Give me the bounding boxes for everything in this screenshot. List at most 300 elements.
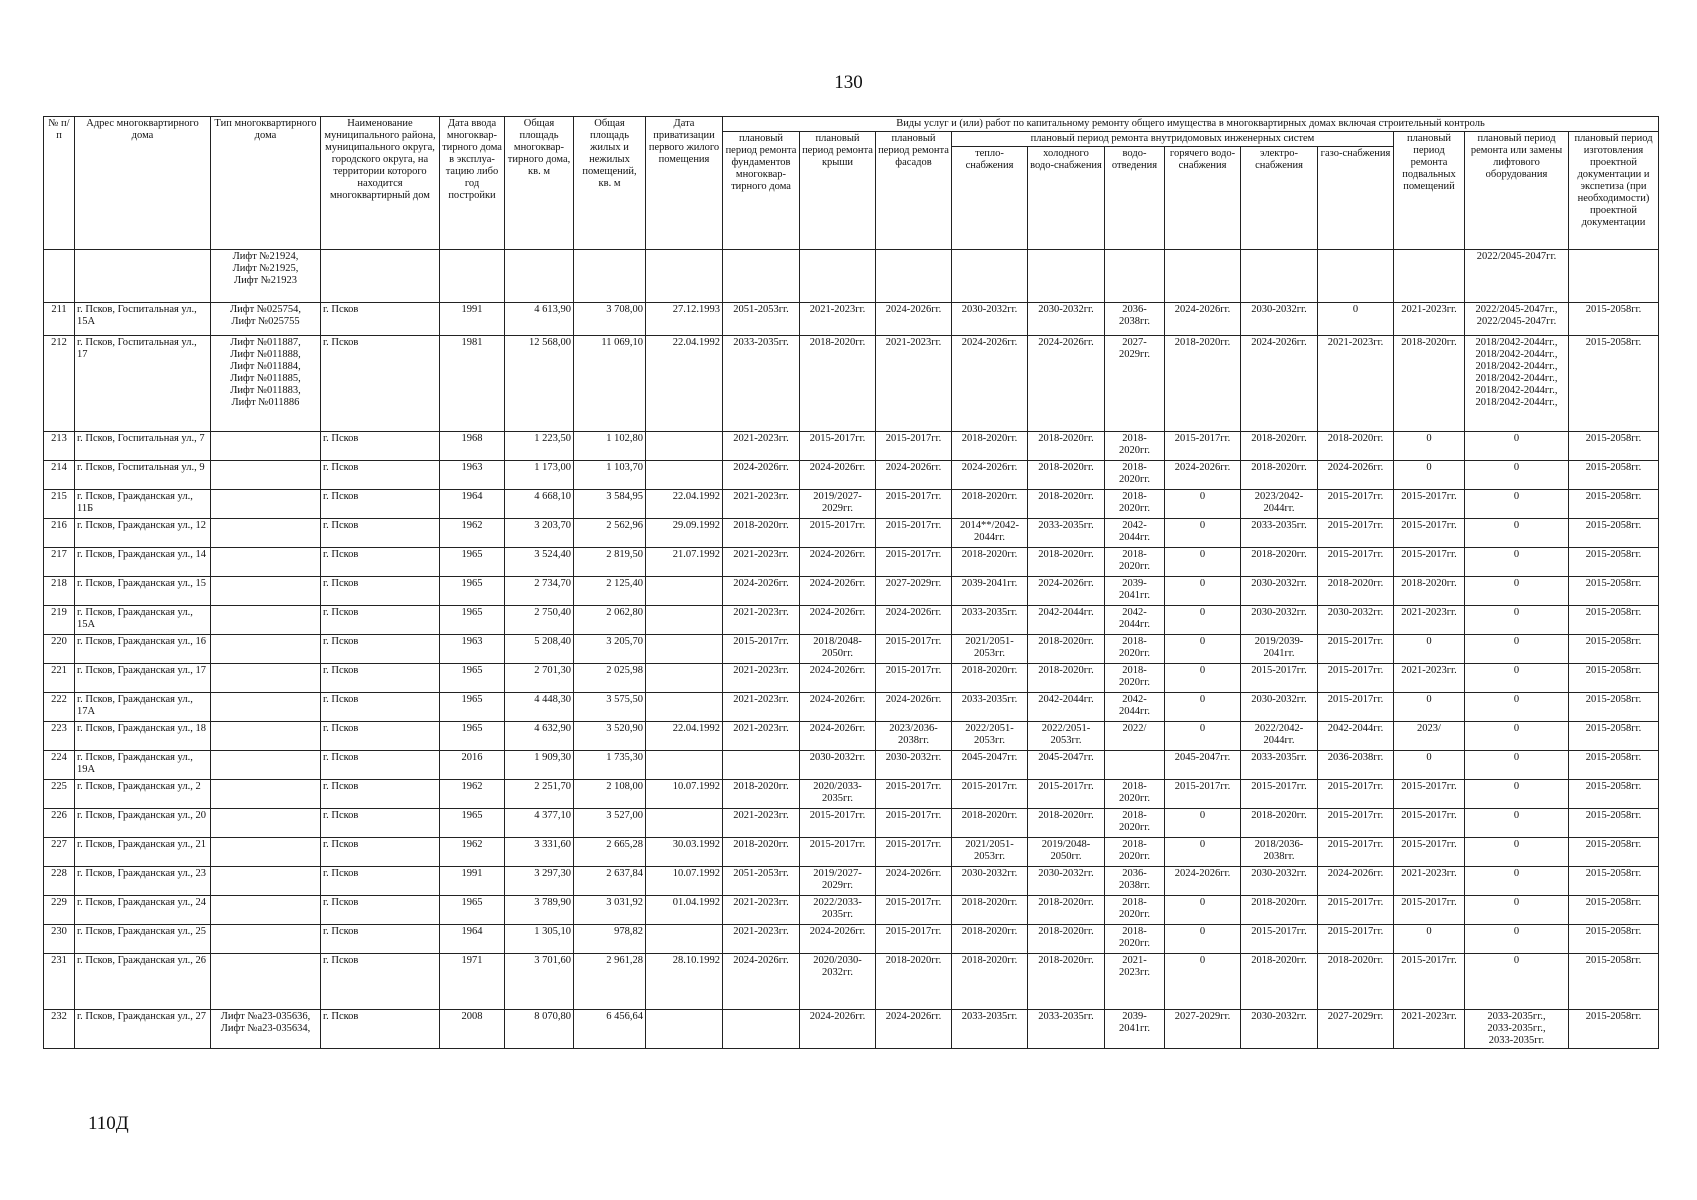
row-hot-water: 0 bbox=[1165, 954, 1241, 1010]
row-total-area: 12 568,00 bbox=[505, 336, 574, 432]
row-hot-water: 2015-2017гг. bbox=[1165, 780, 1241, 809]
row-drainage: 2018-2020гг. bbox=[1105, 432, 1165, 461]
row-privatization: 10.07.1992 bbox=[646, 867, 723, 896]
row-heat bbox=[952, 250, 1028, 303]
row-cold-water: 2018-2020гг. bbox=[1028, 461, 1105, 490]
row-elevator-line: 2033-2035гг. bbox=[1488, 1035, 1545, 1046]
row-year: 1965 bbox=[440, 809, 505, 838]
row-year: 1962 bbox=[440, 780, 505, 809]
row-cold-water: 2042-2044гг. bbox=[1028, 693, 1105, 722]
row-total-area: 2 251,70 bbox=[505, 780, 574, 809]
row-heat: 2021/2051-2053гг. bbox=[952, 838, 1028, 867]
row-year: 1965 bbox=[440, 896, 505, 925]
row-gas: 2015-2017гг. bbox=[1318, 809, 1394, 838]
row-living-area: 2 819,50 bbox=[574, 548, 646, 577]
row-elevator-line: 0 bbox=[1513, 897, 1520, 908]
row-num: 223 bbox=[44, 722, 75, 751]
row-address: г. Псков, Гражданская ул., 26 bbox=[75, 954, 211, 1010]
row-facades: 2024-2026гг. bbox=[876, 606, 952, 635]
row-type-line: Лифт №21925, bbox=[232, 263, 299, 274]
row-elevator-line: 0 bbox=[1513, 810, 1520, 821]
header-hot-water: горячего водо-снабжения bbox=[1165, 147, 1241, 250]
row-num: 226 bbox=[44, 809, 75, 838]
header-living-area: Общая площадь жилых и нежилых помещений, кв. м bbox=[574, 117, 646, 250]
row-address: г. Псков, Гражданская ул., 15А bbox=[75, 606, 211, 635]
row-privatization: 10.07.1992 bbox=[646, 780, 723, 809]
row-elevator-line: 2033-2035гг., bbox=[1487, 1011, 1546, 1022]
row-foundations bbox=[723, 250, 800, 303]
row-electric: 2033-2035гг. bbox=[1241, 751, 1318, 780]
row-elevator-line: 0 bbox=[1513, 781, 1520, 792]
table-row bbox=[44, 693, 1659, 722]
row-design: 2015-2058гг. bbox=[1569, 1010, 1659, 1049]
row-privatization bbox=[646, 925, 723, 954]
row-living-area: 1 735,30 bbox=[574, 751, 646, 780]
table-row bbox=[44, 548, 1659, 577]
row-gas: 2015-2017гг. bbox=[1318, 664, 1394, 693]
row-elevator-line: 0 bbox=[1513, 462, 1520, 473]
row-gas: 2015-2017гг. bbox=[1318, 519, 1394, 548]
row-drainage: 2039-2041гг. bbox=[1105, 577, 1165, 606]
row-living-area: 3 031,92 bbox=[574, 896, 646, 925]
row-facades: 2015-2017гг. bbox=[876, 925, 952, 954]
row-electric: 2030-2032гг. bbox=[1241, 303, 1318, 336]
row-address: г. Псков, Гражданская ул., 11Б bbox=[75, 490, 211, 519]
row-total-area: 8 070,80 bbox=[505, 1010, 574, 1049]
row-elevator bbox=[1465, 635, 1569, 664]
row-roof: 2024-2026гг. bbox=[800, 664, 876, 693]
row-living-area: 2 125,40 bbox=[574, 577, 646, 606]
row-elevator bbox=[1465, 250, 1569, 303]
row-electric: 2015-2017гг. bbox=[1241, 925, 1318, 954]
row-roof: 2030-2032гг. bbox=[800, 751, 876, 780]
table-row bbox=[44, 635, 1659, 664]
row-foundations: 2021-2023гг. bbox=[723, 809, 800, 838]
row-drainage: 2036-2038гг. bbox=[1105, 303, 1165, 336]
row-design: 2015-2058гг. bbox=[1569, 780, 1659, 809]
row-heat: 2039-2041гг. bbox=[952, 577, 1028, 606]
row-gas: 2015-2017гг. bbox=[1318, 693, 1394, 722]
row-living-area: 978,82 bbox=[574, 925, 646, 954]
row-roof: 2021-2023гг. bbox=[800, 303, 876, 336]
row-roof: 2022/2033-2035гг. bbox=[800, 896, 876, 925]
row-design: 2015-2058гг. bbox=[1569, 867, 1659, 896]
row-elevator bbox=[1465, 954, 1569, 1010]
row-num: 227 bbox=[44, 838, 75, 867]
row-facades: 2015-2017гг. bbox=[876, 548, 952, 577]
row-roof: 2024-2026гг. bbox=[800, 925, 876, 954]
table-row bbox=[44, 461, 1659, 490]
table-row bbox=[44, 954, 1659, 1010]
row-privatization: 21.07.1992 bbox=[646, 548, 723, 577]
row-foundations: 2015-2017гг. bbox=[723, 635, 800, 664]
row-design: 2015-2058гг. bbox=[1569, 606, 1659, 635]
row-privatization bbox=[646, 1010, 723, 1049]
row-year: 1991 bbox=[440, 303, 505, 336]
row-elevator-line: 0 bbox=[1513, 549, 1520, 560]
row-hot-water: 2018-2020гг. bbox=[1165, 336, 1241, 432]
row-heat: 2015-2017гг. bbox=[952, 780, 1028, 809]
row-num: 230 bbox=[44, 925, 75, 954]
row-cold-water: 2018-2020гг. bbox=[1028, 548, 1105, 577]
row-drainage: 2018-2020гг. bbox=[1105, 548, 1165, 577]
row-foundations: 2021-2023гг. bbox=[723, 490, 800, 519]
row-facades: 2018-2020гг. bbox=[876, 954, 952, 1010]
row-living-area bbox=[574, 250, 646, 303]
row-living-area: 3 708,00 bbox=[574, 303, 646, 336]
row-heat: 2024-2026гг. bbox=[952, 336, 1028, 432]
row-elevator bbox=[1465, 838, 1569, 867]
row-hot-water: 0 bbox=[1165, 635, 1241, 664]
row-facades: 2021-2023гг. bbox=[876, 336, 952, 432]
row-roof: 2019/2027-2029гг. bbox=[800, 867, 876, 896]
row-total-area: 1 173,00 bbox=[505, 461, 574, 490]
row-num: 221 bbox=[44, 664, 75, 693]
row-municipality: г. Псков bbox=[321, 838, 440, 867]
row-hot-water: 0 bbox=[1165, 548, 1241, 577]
row-foundations: 2018-2020гг. bbox=[723, 838, 800, 867]
row-drainage: 2018-2020гг. bbox=[1105, 635, 1165, 664]
row-basement: 2015-2017гг. bbox=[1394, 780, 1465, 809]
row-basement: 2015-2017гг. bbox=[1394, 954, 1465, 1010]
row-gas: 2015-2017гг. bbox=[1318, 896, 1394, 925]
row-heat: 2030-2032гг. bbox=[952, 867, 1028, 896]
row-drainage: 2022/ bbox=[1105, 722, 1165, 751]
row-address: г. Псков, Гражданская ул., 17 bbox=[75, 664, 211, 693]
row-electric: 2023/2042-2044гг. bbox=[1241, 490, 1318, 519]
row-facades: 2015-2017гг. bbox=[876, 635, 952, 664]
row-basement: 0 bbox=[1394, 925, 1465, 954]
row-privatization bbox=[646, 250, 723, 303]
row-electric: 2030-2032гг. bbox=[1241, 867, 1318, 896]
row-year: 1991 bbox=[440, 867, 505, 896]
row-basement: 2015-2017гг. bbox=[1394, 896, 1465, 925]
row-design: 2015-2058гг. bbox=[1569, 548, 1659, 577]
row-elevator bbox=[1465, 606, 1569, 635]
row-drainage: 2039-2041гг. bbox=[1105, 1010, 1165, 1049]
row-elevator bbox=[1465, 577, 1569, 606]
header-facades: плановый период ремонта фасадов bbox=[876, 132, 952, 250]
row-municipality: г. Псков bbox=[321, 780, 440, 809]
row-type bbox=[211, 303, 321, 336]
header-type: Тип многоквартирного дома bbox=[211, 117, 321, 250]
footer-code: 110Д bbox=[88, 1113, 129, 1134]
row-facades: 2015-2017гг. bbox=[876, 432, 952, 461]
row-living-area: 2 961,28 bbox=[574, 954, 646, 1010]
row-type bbox=[211, 519, 321, 548]
table-row bbox=[44, 925, 1659, 954]
header-privatization: Дата приватизации первого жилого помещения bbox=[646, 117, 723, 250]
row-address: г. Псков, Гражданская ул., 24 bbox=[75, 896, 211, 925]
row-type-line: Лифт №а23-035636, bbox=[220, 1011, 311, 1022]
row-total-area: 3 524,40 bbox=[505, 548, 574, 577]
row-address: г. Псков, Гражданская ул., 27 bbox=[75, 1010, 211, 1049]
row-roof: 2024-2026гг. bbox=[800, 461, 876, 490]
table-body bbox=[44, 250, 1659, 1049]
table-row bbox=[44, 1010, 1659, 1049]
row-type bbox=[211, 664, 321, 693]
row-cold-water: 2018-2020гг. bbox=[1028, 925, 1105, 954]
row-elevator-line: 2018/2042-2044гг., bbox=[1475, 373, 1558, 384]
row-foundations: 2021-2023гг. bbox=[723, 548, 800, 577]
row-privatization: 22.04.1992 bbox=[646, 490, 723, 519]
row-total-area: 2 701,30 bbox=[505, 664, 574, 693]
row-heat: 2022/2051-2053гг. bbox=[952, 722, 1028, 751]
page-number: 130 bbox=[834, 72, 863, 93]
row-cold-water: 2042-2044гг. bbox=[1028, 606, 1105, 635]
table-row bbox=[44, 490, 1659, 519]
row-privatization bbox=[646, 809, 723, 838]
row-type bbox=[211, 606, 321, 635]
row-hot-water: 0 bbox=[1165, 838, 1241, 867]
row-elevator-line: 2018/2042-2044гг., bbox=[1475, 349, 1558, 360]
row-num: 212 bbox=[44, 336, 75, 432]
row-gas: 2024-2026гг. bbox=[1318, 461, 1394, 490]
row-drainage: 2018-2020гг. bbox=[1105, 925, 1165, 954]
row-facades: 2027-2029гг. bbox=[876, 577, 952, 606]
row-municipality: г. Псков bbox=[321, 664, 440, 693]
row-year: 1962 bbox=[440, 519, 505, 548]
row-total-area: 4 448,30 bbox=[505, 693, 574, 722]
table-row bbox=[44, 303, 1659, 336]
row-gas: 2015-2017гг. bbox=[1318, 780, 1394, 809]
row-heat: 2024-2026гг. bbox=[952, 461, 1028, 490]
row-type bbox=[211, 809, 321, 838]
row-living-area: 2 562,96 bbox=[574, 519, 646, 548]
row-foundations: 2018-2020гг. bbox=[723, 780, 800, 809]
row-address: г. Псков, Госпитальная ул., 7 bbox=[75, 432, 211, 461]
row-elevator bbox=[1465, 336, 1569, 432]
row-privatization: 30.03.1992 bbox=[646, 838, 723, 867]
row-year: 1971 bbox=[440, 954, 505, 1010]
row-year: 1965 bbox=[440, 664, 505, 693]
row-address: г. Псков, Гражданская ул., 23 bbox=[75, 867, 211, 896]
row-municipality: г. Псков bbox=[321, 954, 440, 1010]
row-electric: 2030-2032гг. bbox=[1241, 577, 1318, 606]
row-cold-water: 2045-2047гг. bbox=[1028, 751, 1105, 780]
row-foundations: 2024-2026гг. bbox=[723, 577, 800, 606]
row-design: 2015-2058гг. bbox=[1569, 461, 1659, 490]
row-electric: 2018-2020гг. bbox=[1241, 432, 1318, 461]
row-facades: 2015-2017гг. bbox=[876, 838, 952, 867]
row-facades: 2015-2017гг. bbox=[876, 664, 952, 693]
row-type bbox=[211, 896, 321, 925]
row-foundations: 2024-2026гг. bbox=[723, 461, 800, 490]
row-basement: 2018-2020гг. bbox=[1394, 336, 1465, 432]
row-design: 2015-2058гг. bbox=[1569, 722, 1659, 751]
row-cold-water: 2024-2026гг. bbox=[1028, 336, 1105, 432]
row-foundations: 2021-2023гг. bbox=[723, 432, 800, 461]
row-municipality: г. Псков bbox=[321, 519, 440, 548]
table-row bbox=[44, 250, 1659, 303]
row-elevator-line: 0 bbox=[1513, 868, 1520, 879]
row-drainage: 2018-2020гг. bbox=[1105, 780, 1165, 809]
row-foundations bbox=[723, 1010, 800, 1049]
row-drainage: 2042-2044гг. bbox=[1105, 606, 1165, 635]
row-basement: 0 bbox=[1394, 751, 1465, 780]
row-cold-water: 2022/2051-2053гг. bbox=[1028, 722, 1105, 751]
row-type bbox=[211, 548, 321, 577]
row-type-line: Лифт №21923 bbox=[233, 275, 298, 286]
row-type bbox=[211, 490, 321, 519]
header-num: № п/п bbox=[44, 117, 75, 250]
row-gas: 2024-2026гг. bbox=[1318, 867, 1394, 896]
row-type-line: Лифт №а23-035634, bbox=[220, 1023, 311, 1034]
row-address: г. Псков, Госпитальная ул., 15А bbox=[75, 303, 211, 336]
row-elevator-line: 0 bbox=[1513, 520, 1520, 531]
row-total-area: 4 613,90 bbox=[505, 303, 574, 336]
row-hot-water: 0 bbox=[1165, 577, 1241, 606]
row-type-line: Лифт №011884, bbox=[230, 361, 301, 372]
row-total-area: 3 203,70 bbox=[505, 519, 574, 548]
row-hot-water: 2015-2017гг. bbox=[1165, 432, 1241, 461]
row-facades: 2024-2026гг. bbox=[876, 303, 952, 336]
row-drainage bbox=[1105, 250, 1165, 303]
row-foundations: 2021-2023гг. bbox=[723, 722, 800, 751]
table-row bbox=[44, 606, 1659, 635]
table-row bbox=[44, 751, 1659, 780]
row-elevator-line: 0 bbox=[1513, 491, 1520, 502]
table-row bbox=[44, 577, 1659, 606]
row-cold-water: 2033-2035гг. bbox=[1028, 1010, 1105, 1049]
row-type-line: Лифт №011883, bbox=[230, 385, 301, 396]
row-roof: 2018-2020гг. bbox=[800, 336, 876, 432]
row-municipality: г. Псков bbox=[321, 303, 440, 336]
row-elevator bbox=[1465, 780, 1569, 809]
row-heat: 2033-2035гг. bbox=[952, 606, 1028, 635]
row-hot-water: 0 bbox=[1165, 693, 1241, 722]
row-roof: 2015-2017гг. bbox=[800, 432, 876, 461]
row-elevator-line: 2018/2042-2044гг., bbox=[1475, 385, 1558, 396]
row-facades: 2024-2026гг. bbox=[876, 461, 952, 490]
row-electric: 2030-2032гг. bbox=[1241, 606, 1318, 635]
row-year: 1965 bbox=[440, 577, 505, 606]
row-privatization bbox=[646, 461, 723, 490]
row-facades: 2015-2017гг. bbox=[876, 809, 952, 838]
row-basement: 2015-2017гг. bbox=[1394, 490, 1465, 519]
row-municipality: г. Псков bbox=[321, 867, 440, 896]
row-municipality: г. Псков bbox=[321, 635, 440, 664]
row-num: 213 bbox=[44, 432, 75, 461]
row-municipality: г. Псков bbox=[321, 925, 440, 954]
row-elevator bbox=[1465, 722, 1569, 751]
row-address: г. Псков, Гражданская ул., 25 bbox=[75, 925, 211, 954]
row-elevator bbox=[1465, 896, 1569, 925]
row-hot-water: 0 bbox=[1165, 925, 1241, 954]
row-address: г. Псков, Гражданская ул., 2 bbox=[75, 780, 211, 809]
row-drainage: 2036-2038гг. bbox=[1105, 867, 1165, 896]
row-hot-water: 0 bbox=[1165, 809, 1241, 838]
table-row bbox=[44, 838, 1659, 867]
row-basement: 2015-2017гг. bbox=[1394, 548, 1465, 577]
row-elevator bbox=[1465, 548, 1569, 577]
row-gas: 2018-2020гг. bbox=[1318, 432, 1394, 461]
row-roof: 2024-2026гг. bbox=[800, 548, 876, 577]
row-type bbox=[211, 954, 321, 1010]
table-row bbox=[44, 519, 1659, 548]
row-living-area: 3 527,00 bbox=[574, 809, 646, 838]
row-facades: 2015-2017гг. bbox=[876, 519, 952, 548]
row-foundations: 2021-2023гг. bbox=[723, 896, 800, 925]
row-total-area: 3 297,30 bbox=[505, 867, 574, 896]
row-privatization bbox=[646, 693, 723, 722]
row-municipality: г. Псков bbox=[321, 490, 440, 519]
row-type-line: Лифт №011888, bbox=[230, 349, 301, 360]
row-cold-water: 2030-2032гг. bbox=[1028, 867, 1105, 896]
row-design: 2015-2058гг. bbox=[1569, 432, 1659, 461]
header-address: Адрес многоквартирного дома bbox=[75, 117, 211, 250]
row-facades: 2030-2032гг. bbox=[876, 751, 952, 780]
row-year: 1965 bbox=[440, 548, 505, 577]
header-works-group: Виды услуг и (или) работ по капитальному ремонту общего имущества в многоквартирных домах включая строительный контроль bbox=[723, 117, 1659, 132]
row-year: 1964 bbox=[440, 925, 505, 954]
row-municipality: г. Псков bbox=[321, 1010, 440, 1049]
row-year: 1963 bbox=[440, 461, 505, 490]
row-privatization bbox=[646, 635, 723, 664]
row-year: 1965 bbox=[440, 606, 505, 635]
row-hot-water: 0 bbox=[1165, 896, 1241, 925]
row-gas: 2015-2017гг. bbox=[1318, 548, 1394, 577]
row-hot-water: 2045-2047гг. bbox=[1165, 751, 1241, 780]
table-row bbox=[44, 867, 1659, 896]
header-cold-water: холодного водо-снабжения bbox=[1028, 147, 1105, 250]
row-num: 228 bbox=[44, 867, 75, 896]
row-basement: 2021-2023гг. bbox=[1394, 606, 1465, 635]
row-municipality bbox=[321, 250, 440, 303]
row-heat: 2021/2051-2053гг. bbox=[952, 635, 1028, 664]
row-address: г. Псков, Гражданская ул., 17А bbox=[75, 693, 211, 722]
row-elevator bbox=[1465, 693, 1569, 722]
row-design: 2015-2058гг. bbox=[1569, 303, 1659, 336]
row-basement: 2021-2023гг. bbox=[1394, 664, 1465, 693]
row-heat: 2018-2020гг. bbox=[952, 809, 1028, 838]
row-foundations: 2051-2053гг. bbox=[723, 867, 800, 896]
header-elevator: плановый период ремонта или замены лифтового оборудования bbox=[1465, 132, 1569, 250]
row-foundations: 2021-2023гг. bbox=[723, 606, 800, 635]
row-num: 218 bbox=[44, 577, 75, 606]
row-heat: 2018-2020гг. bbox=[952, 664, 1028, 693]
row-gas: 0 bbox=[1318, 303, 1394, 336]
row-year: 1968 bbox=[440, 432, 505, 461]
row-type bbox=[211, 693, 321, 722]
row-roof: 2015-2017гг. bbox=[800, 519, 876, 548]
row-design: 2015-2058гг. bbox=[1569, 838, 1659, 867]
row-year: 1964 bbox=[440, 490, 505, 519]
row-cold-water: 2030-2032гг. bbox=[1028, 303, 1105, 336]
row-electric: 2015-2017гг. bbox=[1241, 780, 1318, 809]
row-design: 2015-2058гг. bbox=[1569, 519, 1659, 548]
row-type bbox=[211, 838, 321, 867]
row-basement: 2021-2023гг. bbox=[1394, 867, 1465, 896]
row-elevator bbox=[1465, 490, 1569, 519]
row-drainage: 2018-2020гг. bbox=[1105, 896, 1165, 925]
row-elevator-line: 2018/2042-2044гг., bbox=[1475, 361, 1558, 372]
row-facades: 2023/2036-2038гг. bbox=[876, 722, 952, 751]
row-address bbox=[75, 250, 211, 303]
row-num: 231 bbox=[44, 954, 75, 1010]
row-municipality: г. Псков bbox=[321, 606, 440, 635]
row-design: 2015-2058гг. bbox=[1569, 635, 1659, 664]
row-num: 214 bbox=[44, 461, 75, 490]
row-total-area: 4 632,90 bbox=[505, 722, 574, 751]
row-electric: 2018-2020гг. bbox=[1241, 954, 1318, 1010]
row-year bbox=[440, 250, 505, 303]
row-hot-water: 2024-2026гг. bbox=[1165, 867, 1241, 896]
row-type bbox=[211, 461, 321, 490]
row-facades: 2024-2026гг. bbox=[876, 1010, 952, 1049]
row-hot-water bbox=[1165, 250, 1241, 303]
row-hot-water: 0 bbox=[1165, 606, 1241, 635]
